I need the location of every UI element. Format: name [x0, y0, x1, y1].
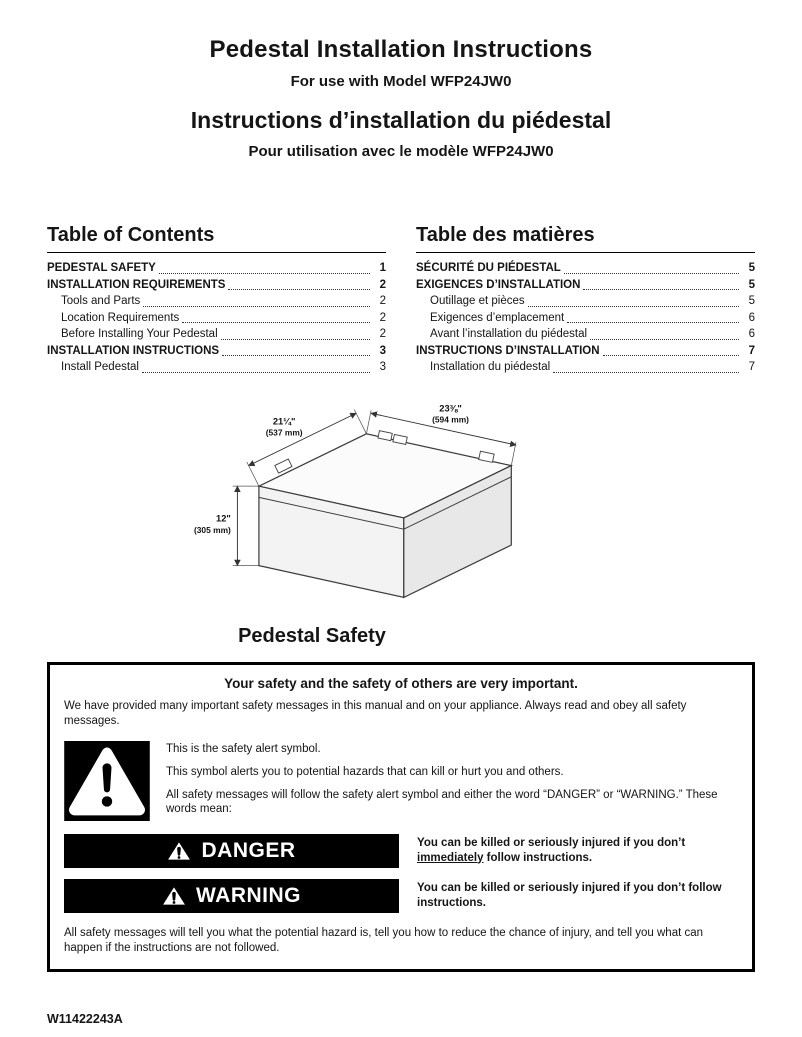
warning-row	[64, 879, 738, 913]
toc-row	[47, 310, 386, 327]
pedestal-drawing	[186, 400, 616, 620]
dim-width-inches: 21¼"	[272, 415, 296, 426]
toc-page-number: 2	[379, 295, 386, 307]
alert-line-3: All safety messages will follow the safety alert symbol and either the word “DANGER” or “WARNING.” These words mean:	[166, 788, 718, 815]
document-header	[47, 36, 755, 161]
danger-row	[64, 834, 738, 868]
toc-item-label: Tools and Parts	[61, 295, 141, 307]
toc-leader	[182, 322, 370, 323]
document-number: W11422243A	[47, 1011, 123, 1026]
toc-item-label: PEDESTAL SAFETY	[47, 262, 156, 274]
title-french: Instructions d’installation du piédestal	[190, 107, 612, 133]
warning-label: WARNING	[196, 883, 301, 907]
toc-row	[47, 260, 386, 277]
warning-signal-box	[64, 879, 399, 913]
title-english: Pedestal Installation Instructions	[209, 36, 593, 63]
toc-page-number: 2	[379, 311, 386, 324]
safety-box-closing: All safety messages will tell you what the potential hazard is, tell you how to reduce the chance of injury, and tell you what can happen if the instructions are not followed.	[64, 926, 704, 954]
toc-row	[416, 260, 755, 277]
safety-alert-row	[64, 741, 738, 821]
dim-height-inches: 12"	[216, 513, 231, 524]
toc-leader	[143, 306, 370, 307]
pedestal-safety-heading: Pedestal Safety	[238, 624, 386, 647]
toc-row	[416, 293, 755, 310]
toc-french	[416, 223, 755, 376]
toc-leader	[590, 339, 739, 340]
toc-row	[47, 343, 386, 360]
toc-leader	[564, 273, 739, 274]
safety-box-intro: We have provided many important safety messages in this manual and on your appliance. Always read and obey all safety messages.	[64, 699, 687, 727]
pedestal-box	[259, 433, 511, 597]
dim-height-mm: (305 mm)	[193, 524, 231, 535]
toc-item-label: Before Installing Your Pedestal	[61, 328, 218, 340]
dim-depth-mm: (594 mm)	[432, 414, 470, 425]
toc-row	[416, 326, 755, 343]
toc-page-number: 7	[748, 344, 755, 357]
toc-page-number: 2	[379, 278, 386, 291]
toc-page-number: 2	[379, 328, 386, 340]
danger-text-underlined: immediately	[417, 851, 484, 864]
toc-row	[416, 359, 755, 376]
toc-page-number: 5	[748, 295, 755, 307]
danger-text-pre: You can be killed or seriously injured if you don’t	[417, 836, 686, 849]
toc-leader	[228, 289, 370, 290]
toc-row	[416, 277, 755, 294]
toc-page-number: 1	[379, 262, 386, 274]
danger-text	[417, 836, 738, 866]
safety-box-title: Your safety and the safety of others are very important.	[224, 675, 578, 691]
danger-text-post: follow instructions.	[483, 851, 593, 864]
toc-page-number: 7	[748, 361, 755, 373]
toc-row	[416, 343, 755, 360]
toc-item-label: Install Pedestal	[61, 361, 139, 373]
toc-leader	[567, 322, 739, 323]
toc-leader	[603, 355, 739, 356]
table-of-contents-section	[47, 223, 755, 376]
toc-row	[47, 277, 386, 294]
toc-row	[47, 293, 386, 310]
toc-page-number: 3	[379, 344, 386, 357]
subtitle-english: For use with Model WFP24JW0	[290, 73, 512, 90]
toc-leader	[159, 273, 370, 274]
toc-item-label: INSTALLATION INSTRUCTIONS	[47, 344, 220, 357]
toc-leader	[553, 372, 739, 373]
toc-page-number: 5	[748, 262, 755, 274]
toc-row	[47, 326, 386, 343]
dim-depth-inches: 23⅜"	[439, 402, 462, 413]
toc-english	[47, 223, 386, 376]
dim-width-mm: (537 mm)	[265, 427, 303, 438]
toc-english-title: Table of Contents	[47, 223, 386, 253]
alert-line-2: This symbol alerts you to potential hazards that can kill or hurt you and others.	[166, 765, 564, 778]
danger-label: DANGER	[201, 838, 296, 862]
toc-item-label: Outillage et pièces	[430, 295, 525, 307]
danger-signal-box	[64, 834, 399, 868]
toc-item-label: SÉCURITÉ DU PIÉDESTAL	[416, 262, 561, 274]
toc-item-label: Location Requirements	[61, 311, 180, 324]
pedestal-diagram	[186, 400, 616, 620]
warning-text: You can be killed or seriously injured if you don’t follow instructions.	[417, 881, 722, 909]
toc-row	[47, 359, 386, 376]
alert-line-1: This is the safety alert symbol.	[166, 742, 321, 755]
safety-important-box	[47, 662, 755, 972]
safety-alert-icon	[64, 741, 150, 821]
safety-alert-text	[166, 741, 738, 816]
toc-page-number: 3	[379, 361, 386, 373]
toc-item-label: INSTALLATION REQUIREMENTS	[47, 278, 226, 291]
toc-french-title: Table des matières	[416, 223, 755, 253]
toc-leader	[528, 306, 739, 307]
toc-item-label: Installation du piédestal	[430, 361, 551, 373]
toc-leader	[142, 372, 370, 373]
toc-item-label: INSTRUCTIONS D’INSTALLATION	[416, 344, 600, 357]
toc-row	[416, 310, 755, 327]
toc-leader	[221, 339, 370, 340]
toc-page-number: 5	[748, 278, 755, 291]
toc-leader	[222, 355, 370, 356]
toc-page-number: 6	[748, 328, 755, 340]
subtitle-french: Pour utilisation avec le modèle WFP24JW0	[248, 143, 554, 160]
toc-item-label: Exigences d’emplacement	[430, 311, 565, 324]
pedestal-safety-section	[47, 624, 755, 972]
toc-leader	[583, 289, 739, 290]
warning-triangle-icon	[162, 886, 186, 906]
toc-page-number: 6	[748, 311, 755, 324]
toc-item-label: Avant l’installation du piédestal	[430, 328, 588, 340]
warning-triangle-icon	[167, 841, 191, 861]
toc-item-label: EXIGENCES D’INSTALLATION	[416, 278, 581, 291]
